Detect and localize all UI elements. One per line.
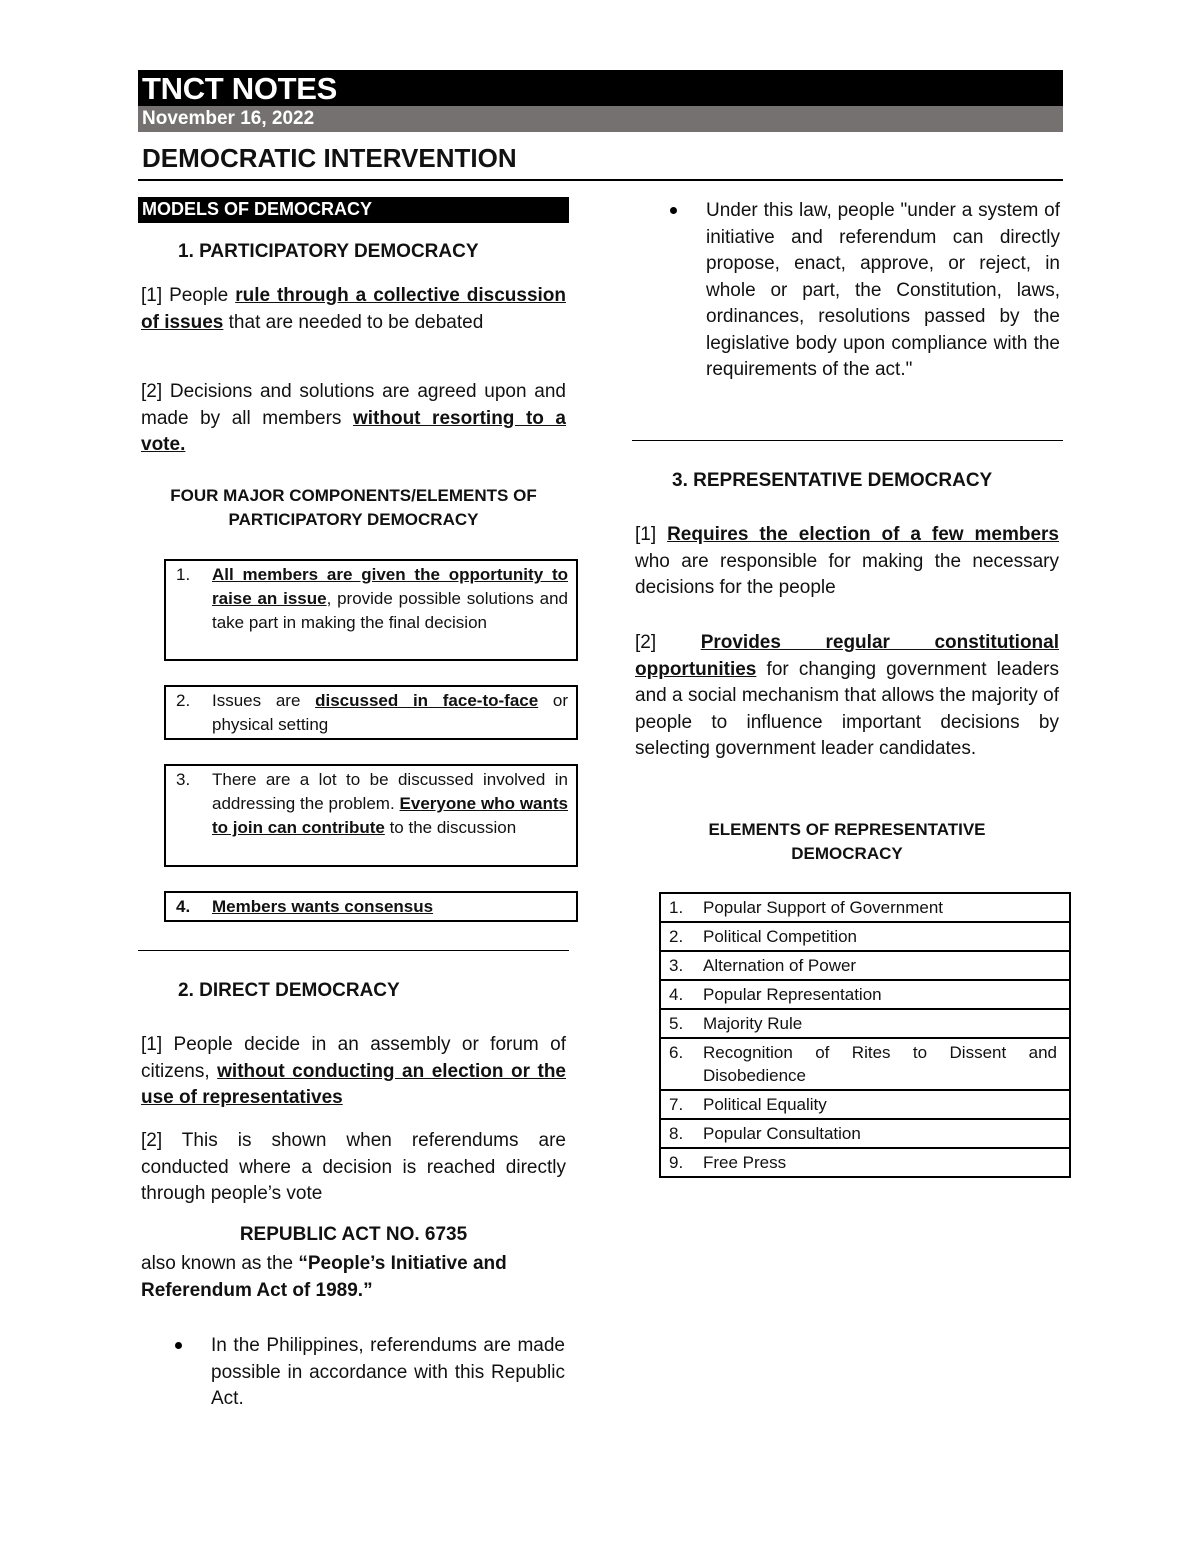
element-number: 6. <box>669 1043 684 1062</box>
title-bar <box>138 70 1063 106</box>
elements-title: ELEMENTS OF REPRESENTATIVE DEMOCRACY <box>708 820 986 863</box>
text-run: to the discussion <box>384 818 517 837</box>
element-text: Alternation of Power <box>703 956 857 975</box>
emphasis-text: All members are given the opportunity to raise an issue <box>212 565 568 608</box>
table-cell <box>660 951 1070 980</box>
emphasis-text: Everyone who wants to join can contribute <box>212 794 568 837</box>
component-text <box>212 689 568 737</box>
component-text <box>212 563 568 635</box>
main-heading: DEMOCRATIC INTERVENTION <box>142 143 517 173</box>
text-run: [1] People <box>141 285 236 306</box>
component-number: 1. <box>176 565 191 584</box>
emphasis-text: without conducting an election or the use of representatives <box>141 1060 566 1108</box>
emphasis-text: Members wants consensus <box>212 897 434 916</box>
emphasis-text: discussed in face-to-face <box>315 691 539 710</box>
participatory-paragraph-2 <box>141 379 566 459</box>
participatory-heading: 1. PARTICIPATORY DEMOCRACY <box>178 241 479 262</box>
component-box-4 <box>164 891 578 922</box>
representative-paragraph-1 <box>635 522 1059 602</box>
text-run: [2] <box>635 632 701 653</box>
table-cell <box>660 1148 1070 1177</box>
text-run: or physical setting <box>212 691 569 734</box>
section-divider <box>632 440 1063 441</box>
bullet-icon <box>670 207 677 214</box>
component-number: 2. <box>176 691 191 710</box>
element-number: 5. <box>669 1014 684 1033</box>
text-run: Issues are <box>212 691 316 710</box>
representative-heading: 3. REPRESENTATIVE DEMOCRACY <box>672 470 993 491</box>
component-number: 3. <box>176 770 191 789</box>
element-text: Political Equality <box>703 1095 827 1114</box>
component-text <box>212 895 568 919</box>
element-number: 8. <box>669 1124 684 1143</box>
table-cell <box>660 1038 1070 1090</box>
element-text: Popular Consultation <box>703 1124 861 1143</box>
element-number: 9. <box>669 1153 684 1172</box>
component-number: 4. <box>176 897 191 916</box>
table-cell <box>660 922 1070 951</box>
emphasis-text: Requires the election of a few members <box>667 524 1059 545</box>
direct-paragraph-2: [2] This is shown when referendums are conducted where a decision is reached directly through people’s vote <box>141 1130 566 1204</box>
element-number: 2. <box>669 927 684 946</box>
table-row <box>660 1009 1070 1038</box>
bullet-item <box>175 1333 565 1413</box>
element-text: Popular Support of Government <box>703 898 944 917</box>
text-run: for changing government leaders and a social mechanism that allows the majority of people to influence important decisions by selecting government leader candidates. <box>635 658 1059 759</box>
participatory-paragraph-1 <box>141 283 566 336</box>
date-bar <box>138 106 1063 132</box>
table-cell <box>660 1119 1070 1148</box>
component-text <box>212 768 568 840</box>
table-cell <box>660 1090 1070 1119</box>
element-number: 4. <box>669 985 684 1004</box>
component-box-3 <box>164 764 578 867</box>
document-title: TNCT NOTES <box>142 71 338 106</box>
element-number: 1. <box>669 898 684 917</box>
emphasis-text: rule through a collective discussion of issues <box>141 285 566 333</box>
bullet-text: In the Philippines, referendums are made possible in accordance with this Republic Act. <box>211 1335 565 1409</box>
text-run: [1] People decide in an assembly or forum of citizens, <box>141 1034 566 1082</box>
text-run: [2] Decisions and solutions are agreed upon and made by all members <box>141 381 566 429</box>
element-text: Majority Rule <box>703 1014 803 1033</box>
table-row <box>660 980 1070 1009</box>
text-run: that are needed to be debated <box>223 311 484 333</box>
element-text: Popular Representation <box>703 985 882 1004</box>
table-row <box>660 922 1070 951</box>
components-title: FOUR MAJOR COMPONENTS/ELEMENTS OF PARTICIPATORY DEMOCRACY <box>170 486 537 529</box>
table-cell <box>660 1009 1070 1038</box>
section-divider <box>138 950 569 951</box>
bullet-item <box>670 198 1060 384</box>
element-text: Political Competition <box>703 927 858 946</box>
table-row <box>660 1119 1070 1148</box>
bullet-text: Under this law, people "under a system of initiative and referendum can directly propose, enact, approve, or reject, in whole or part, the Constitution, laws, ordinances, resolutions passed by the legislative body upon compliance with the requirements of the act." <box>706 200 1060 380</box>
heading-divider <box>138 179 1063 181</box>
table-row <box>660 1038 1070 1090</box>
direct-paragraph-1 <box>141 1032 566 1112</box>
table-row <box>660 951 1070 980</box>
table-row <box>660 893 1070 922</box>
direct-heading: 2. DIRECT DEMOCRACY <box>178 980 400 1001</box>
table-row <box>660 1148 1070 1177</box>
table-cell <box>660 893 1070 922</box>
text-run: There are a lot to be discussed involved in addressing the problem. <box>212 770 568 813</box>
element-text: Free Press <box>703 1153 787 1172</box>
table-cell <box>660 980 1070 1009</box>
element-text: Recognition of Rites to Dissent and Disobedience <box>703 1043 1057 1085</box>
emphasis-text: Provides regular constitutional opportunities <box>635 632 1060 680</box>
section-label-bar <box>138 197 569 223</box>
table-row <box>660 1090 1070 1119</box>
text-run: who are responsible for making the necessary decisions for the people <box>635 550 1059 598</box>
text-run: [1] <box>635 524 668 545</box>
element-number: 7. <box>669 1095 684 1114</box>
component-box-1 <box>164 559 578 661</box>
representative-paragraph-2 <box>635 630 1059 763</box>
element-number: 3. <box>669 956 684 975</box>
text-run: also known as the <box>141 1253 299 1274</box>
act-name: “People’s Initiative and Referendum Act of 1989.” <box>141 1253 507 1301</box>
elements-table <box>659 892 1071 1178</box>
bullet-icon <box>175 1342 182 1349</box>
section-label: MODELS OF DEMOCRACY <box>142 199 373 219</box>
component-box-2 <box>164 685 578 740</box>
republic-act-title: REPUBLIC ACT NO. 6735 <box>239 1224 468 1245</box>
republic-act-aka <box>141 1251 566 1304</box>
text-run: , provide possible solutions and take part in making the final decision <box>212 589 568 632</box>
document-date: November 16, 2022 <box>142 108 315 129</box>
emphasis-text: without resorting to a vote. <box>141 407 566 455</box>
